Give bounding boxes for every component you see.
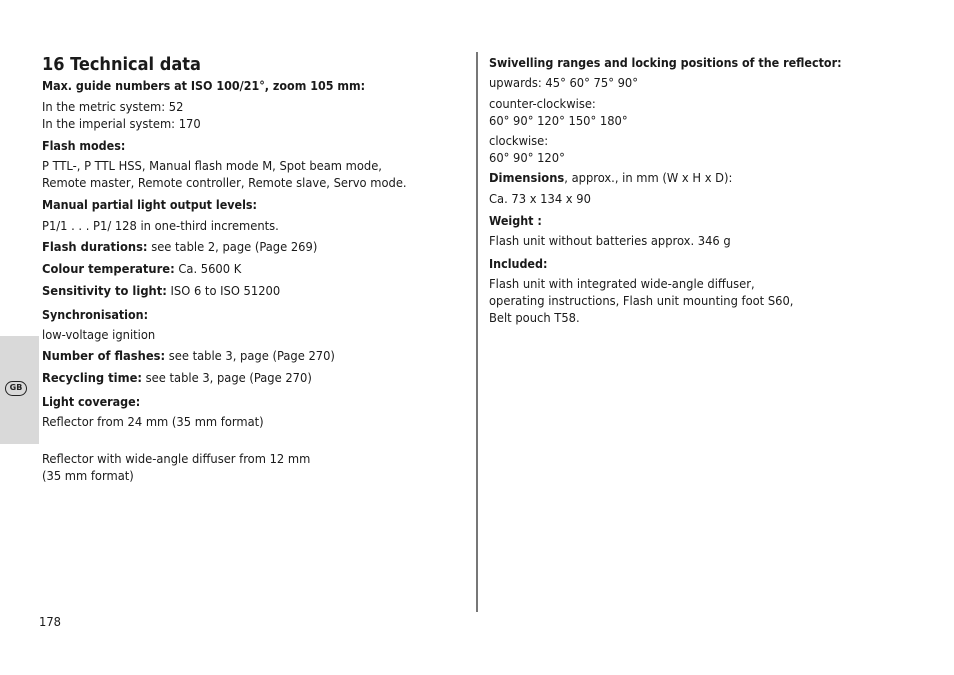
included-line-3: Belt pouch T58.: [489, 311, 580, 326]
included-heading: Included:: [489, 256, 548, 271]
synchronisation-line: low-voltage ignition: [42, 328, 156, 343]
number-of-flashes: [42, 348, 335, 365]
dimensions: [489, 170, 732, 187]
flash-durations-value: see table 2, page (Page 269): [147, 240, 318, 255]
synchronisation-heading: Synchronisation:: [42, 307, 149, 322]
page-number: 178: [39, 615, 61, 630]
partial-output-line: P1/1 . . . P1/ 128 in one-third increments.: [42, 219, 279, 234]
colour-temperature: [42, 261, 241, 278]
flash-durations-label: Flash durations:: [42, 240, 148, 255]
swivelling-cw-label: clockwise:: [489, 134, 549, 149]
swivelling-ccw-label: counter-clockwise:: [489, 97, 596, 112]
light-coverage-line-3: (35 mm format): [42, 469, 134, 484]
colour-temperature-label: Colour temperature:: [42, 262, 175, 277]
language-badge: GB: [5, 381, 27, 396]
partial-output-heading: Manual partial light output levels:: [42, 197, 258, 212]
guide-numbers-heading: Max. guide numbers at ISO 100/21°, zoom 105 mm:: [42, 78, 366, 93]
sensitivity: [42, 283, 280, 300]
weight-value: Flash unit without batteries approx. 346 g: [489, 234, 731, 249]
sensitivity-value: ISO 6 to ISO 51200: [166, 284, 281, 299]
recycling-time-label: Recycling time:: [42, 371, 143, 386]
dimensions-label: Dimensions: [489, 171, 565, 186]
swivelling-cw-values: 60° 90° 120°: [489, 151, 565, 166]
swivelling-heading: Swivelling ranges and locking positions of the reflector:: [489, 55, 842, 70]
light-coverage-line-2: Reflector with wide-angle diffuser from 12 mm: [42, 452, 311, 467]
swivelling-upwards: upwards: 45° 60° 75° 90°: [489, 76, 639, 91]
weight-heading: Weight :: [489, 213, 542, 228]
included-line-2: operating instructions, Flash unit mounting foot S60,: [489, 294, 794, 309]
guide-number-metric: In the metric system: 52: [42, 100, 184, 115]
flash-modes-heading: Flash modes:: [42, 138, 126, 153]
dimensions-value: Ca. 73 x 134 x 90: [489, 192, 591, 207]
number-of-flashes-value: see table 3, page (Page 270): [165, 349, 335, 364]
number-of-flashes-label: Number of flashes:: [42, 349, 166, 364]
sensitivity-label: Sensitivity to light:: [42, 284, 167, 299]
light-coverage-line-1: Reflector from 24 mm (35 mm format): [42, 415, 264, 430]
flash-modes-line-2: Remote master, Remote controller, Remote slave, Servo mode.: [42, 176, 407, 191]
column-divider: [476, 52, 478, 612]
guide-number-imperial: In the imperial system: 170: [42, 117, 201, 132]
swivelling-ccw-values: 60° 90° 120° 150° 180°: [489, 114, 628, 129]
recycling-time-value: see table 3, page (Page 270): [142, 371, 312, 386]
colour-temperature-value: Ca. 5600 K: [174, 262, 242, 277]
light-coverage-heading: Light coverage:: [42, 394, 141, 409]
recycling-time: [42, 370, 312, 387]
flash-modes-line-1: P TTL-, P TTL HSS, Manual flash mode M, Spot beam mode,: [42, 159, 382, 174]
section-title: 16 Technical data: [42, 54, 201, 75]
dimensions-description: , approx., in mm (W x H x D):: [564, 171, 733, 186]
included-line-1: Flash unit with integrated wide-angle diffuser,: [489, 277, 755, 292]
flash-durations: [42, 239, 317, 256]
